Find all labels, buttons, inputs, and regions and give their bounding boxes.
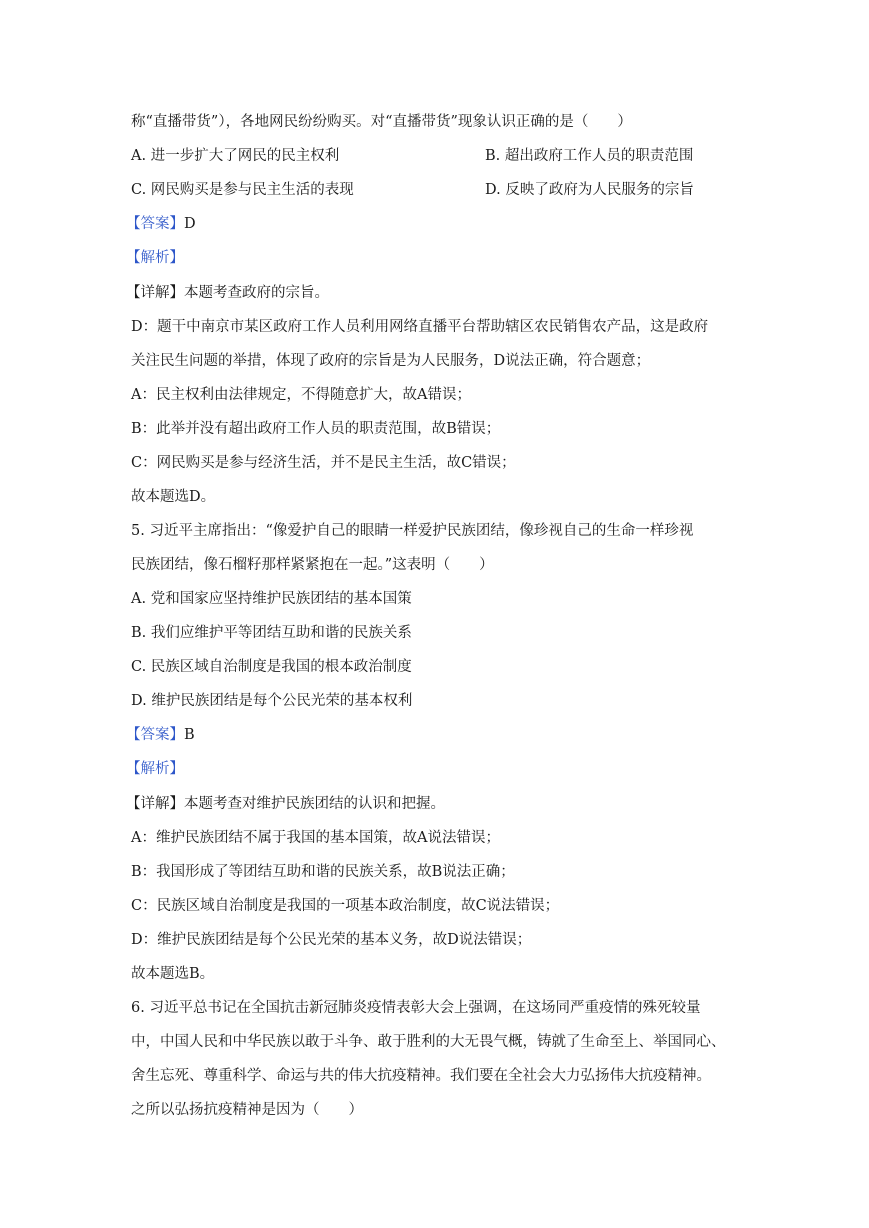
q5-analysis-label: 【解析】 bbox=[126, 761, 184, 777]
q4-detail: 【详解】本题考查政府的宗旨。 bbox=[126, 285, 329, 301]
q6-stem-line: 中，中国人民和中华民族以敢于斗争、敢于胜利的大无畏气概，铸就了生命至上、举国同心、 bbox=[131, 1034, 726, 1050]
q4-stem-tail: 称“直播带货”），各地网民纷纷购买。对“直播带货”现象认识正确的是（ ） bbox=[131, 114, 632, 130]
q6-stem-line: 舍生忘死、尊重科学、命运与共的伟大抗疫精神。我们要在全社会大力弘扬伟大抗疫精神。 bbox=[131, 1068, 711, 1084]
q4-option-c: C. 网民购买是参与民主生活的表现 bbox=[131, 182, 354, 198]
q6-stem-line: 之所以弘扬抗疫精神是因为（ ） bbox=[131, 1102, 363, 1118]
q4-explanation-line: D：题干中南京市某区政府工作人员利用网络直播平台帮助辖区农民销售农产品，这是政府 bbox=[131, 319, 709, 335]
q5-stem-line: 民族团结，像石榴籽那样紧紧抱在一起。”这表明（ ） bbox=[131, 557, 494, 573]
q5-explanation-line: A：维护民族团结不属于我国的基本国策，故A说法错误； bbox=[131, 830, 500, 846]
q4-answer-value: D bbox=[184, 216, 196, 232]
q5-answer-tag: 【答案】 bbox=[126, 727, 184, 743]
q5-option-b: B. 我们应维护平等团结互助和谐的民族关系 bbox=[131, 625, 412, 641]
q5-explanation-line: D：维护民族团结是每个公民光荣的基本义务，故D说法错误； bbox=[131, 932, 532, 948]
q4-option-b: B. 超出政府工作人员的职责范围 bbox=[485, 148, 694, 164]
q4-analysis-label: 【解析】 bbox=[126, 250, 184, 266]
q6-stem-line: 6. 习近平总书记在全国抗击新冠肺炎疫情表彰大会上强调，在这场同严重疫情的殊死较量 bbox=[131, 1000, 701, 1016]
q4-explanation-line: B：此举并没有超出政府工作人员的职责范围，故B错误； bbox=[131, 421, 501, 437]
q5-answer bbox=[126, 725, 195, 745]
q4-option-d: D. 反映了政府为人民服务的宗旨 bbox=[485, 182, 694, 198]
q4-explanation-line: 关注民生问题的举措，体现了政府的宗旨是为人民服务，D说法正确，符合题意； bbox=[131, 353, 651, 369]
q5-option-d: D. 维护民族团结是每个公民光荣的基本权利 bbox=[131, 693, 413, 709]
q5-option-a: A. 党和国家应坚持维护民族团结的基本国策 bbox=[131, 591, 412, 607]
q4-analysis-tag bbox=[126, 248, 184, 268]
q4-explanation-line: C：网民购买是参与经济生活，并不是民主生活，故C错误； bbox=[131, 455, 516, 471]
q4-explanation-line: A：民主权利由法律规定，不得随意扩大，故A错误； bbox=[131, 387, 471, 403]
q5-conclusion: 故本题选B。 bbox=[131, 966, 215, 982]
q4-answer bbox=[126, 214, 196, 234]
q4-conclusion: 故本题选D。 bbox=[131, 489, 216, 505]
q5-detail: 【详解】本题考查对维护民族团结的认识和把握。 bbox=[126, 796, 445, 812]
q5-explanation-line: B：我国形成了等团结互助和谐的民族关系，故B说法正确； bbox=[131, 864, 515, 880]
q5-explanation-line: C：民族区域自治制度是我国的一项基本政治制度，故C说法错误； bbox=[131, 898, 560, 914]
q4-answer-tag: 【答案】 bbox=[126, 216, 184, 232]
q5-option-c: C. 民族区域自治制度是我国的根本政治制度 bbox=[131, 659, 412, 675]
q5-answer-value: B bbox=[184, 727, 195, 743]
q4-option-a: A. 进一步扩大了网民的民主权利 bbox=[131, 148, 340, 164]
q5-stem-line: 5. 习近平主席指出：“像爱护自己的眼睛一样爱护民族团结，像珍视自己的生命一样珍视 bbox=[131, 523, 694, 539]
q5-analysis-tag bbox=[126, 759, 184, 779]
